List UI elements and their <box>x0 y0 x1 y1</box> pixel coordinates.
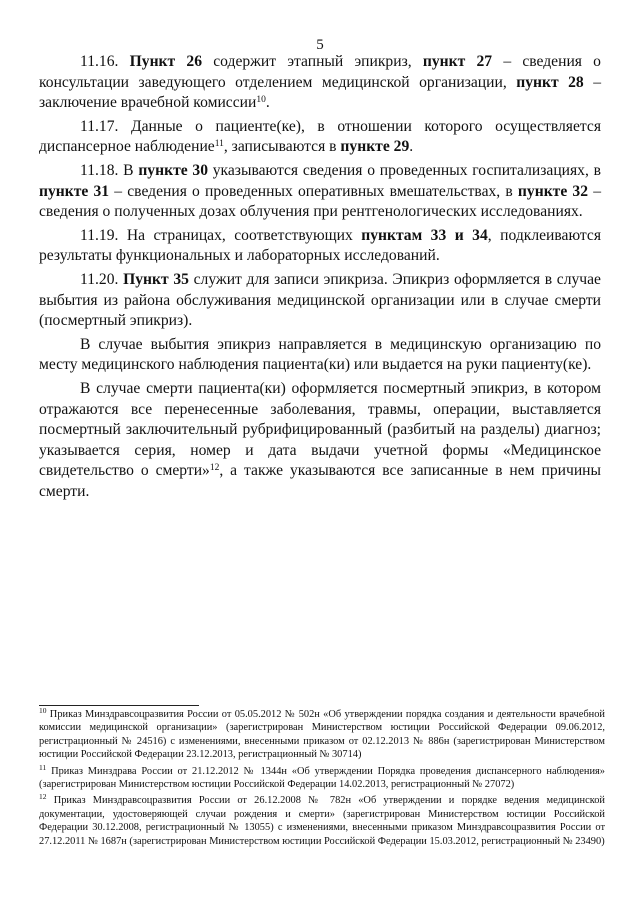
text: . <box>409 138 414 156</box>
bold-ref: пункте 30 <box>138 161 208 179</box>
paragraph-11-17 <box>39 117 601 158</box>
paragraph-11-20 <box>39 270 601 332</box>
page-number: 5 <box>316 37 324 53</box>
text: 11.18. В <box>80 161 139 179</box>
paragraph-11-19 <box>39 226 601 267</box>
footnote-12 <box>39 794 605 848</box>
footnote-10 <box>39 708 605 762</box>
bold-ref: Пункт 26 <box>129 53 203 70</box>
text: , записываются в <box>223 138 341 156</box>
paragraph-departure: В случае выбытия эпикриз направляется в медицинскую организацию по месту медицинского наблюдения пациента(ки) или выдается на руки пациенту(ке). <box>39 335 601 374</box>
text: 11.20. <box>80 270 124 288</box>
footnote-11 <box>39 762 605 792</box>
bold-ref: пункт 27 <box>422 53 493 70</box>
footnote-number: 12 <box>39 792 47 802</box>
bold-ref: пункте 29 <box>340 138 410 156</box>
text: , а также указываются все записанные в нем причины смерти. <box>39 462 601 500</box>
bold-ref: пункте 32 <box>517 182 589 200</box>
text: 11.19. На страницах, соответствующих <box>80 226 362 244</box>
text: В случае смерти пациента(ки) оформляется посмертный эпикриз, в котором отражаются все перенесенные заболевания, травмы, операции, выставляется посмертный заключительный рубрифицированный (разбитый на разделы) диагноз; указывается серия, номер и дата выдачи учетной формы «Медицинское свидетельство о смерти» <box>39 379 601 480</box>
footnote-number: 11 <box>39 762 47 772</box>
footnote-ref: 10 <box>256 95 266 106</box>
text: – заключение врачебной комиссии <box>39 73 601 112</box>
footnote-ref: 11 <box>214 139 224 150</box>
footnote-ref: 12 <box>209 463 220 474</box>
text: , подклеиваются результаты функциональных и лабораторных исследований. <box>39 226 602 265</box>
text: – сведения о полученных дозах облучения при рентгенологических исследованиях. <box>39 182 602 221</box>
text: содержит этапный эпикриз, <box>202 53 423 70</box>
paragraph-11-18 <box>39 161 601 223</box>
footnotes <box>39 708 605 851</box>
footnote-divider <box>39 705 199 706</box>
footnote-number: 10 <box>39 706 47 715</box>
bold-ref: пункт 28 <box>516 73 584 91</box>
text: 11.16. <box>80 53 130 70</box>
text: 11.17. Данные о пациенте(ке), в отношении которого осуществляется диспансерное наблюдение <box>39 117 601 156</box>
bold-ref: пункте 31 <box>39 182 110 200</box>
body-text <box>39 52 601 505</box>
text: указываются сведения о проведенных госпитализациях, в <box>208 161 601 179</box>
text: . <box>265 94 270 112</box>
footnote-text: Приказ Минздравсоцразвития России от 05.05.2012 № 502н «Об утверждении порядка создания и деятельности врачебной комиссии медицинской организации» (зарегистрирован Министерством юстиции Российской Федерации 09.06.2012, регистрационный № 24516) с изменениями, внесенными приказом от 02.12.2013 № 886н (зарегистрирован Министерством юстиции Российской Федерации 23.12.2013, регистрационный № 30714) <box>39 709 605 761</box>
text: – сведения о консультации заведующего отделением медицинской организации, <box>39 53 601 91</box>
text: служит для записи эпикриза. Эпикриз оформляется в случае выбытия из района обслуживания медицинской организации или в случае смерти (посмертный эпикриз). <box>39 270 601 330</box>
paragraph-death <box>39 379 601 503</box>
footnote-text: Приказ Минздрава России от 21.12.2012 № 1344н «Об утверждении Порядка проведения диспансерного наблюдения» (зарегистрирован Министерством юстиции Российской Федерации 14.02.2013, регистрационный № 27072) <box>39 765 605 791</box>
paragraph-11-16 <box>39 52 601 114</box>
footnote-text: Приказ Минздравсоцразвития России от 26.12.2008 № 782н «Об утверждении и порядке ведения медицинской документации, удостоверяющей случаи рождения и смерти» (зарегистрирован Министерством юстиции Российской Федерации 30.12.2008, регистрационный № 13055) с изменениями, внесенными приказом Минздравсоцразвития России от 27.12.2011 № 1687н (зарегистрирован Министерством юстиции Российской Федерации 15.03.2012, регистрационный № 23490) <box>39 795 605 847</box>
bold-ref: пунктам 33 и 34 <box>361 226 488 244</box>
bold-ref: Пункт 35 <box>123 270 189 288</box>
text: – сведения о проведенных оперативных вмешательствах, в <box>109 182 518 200</box>
